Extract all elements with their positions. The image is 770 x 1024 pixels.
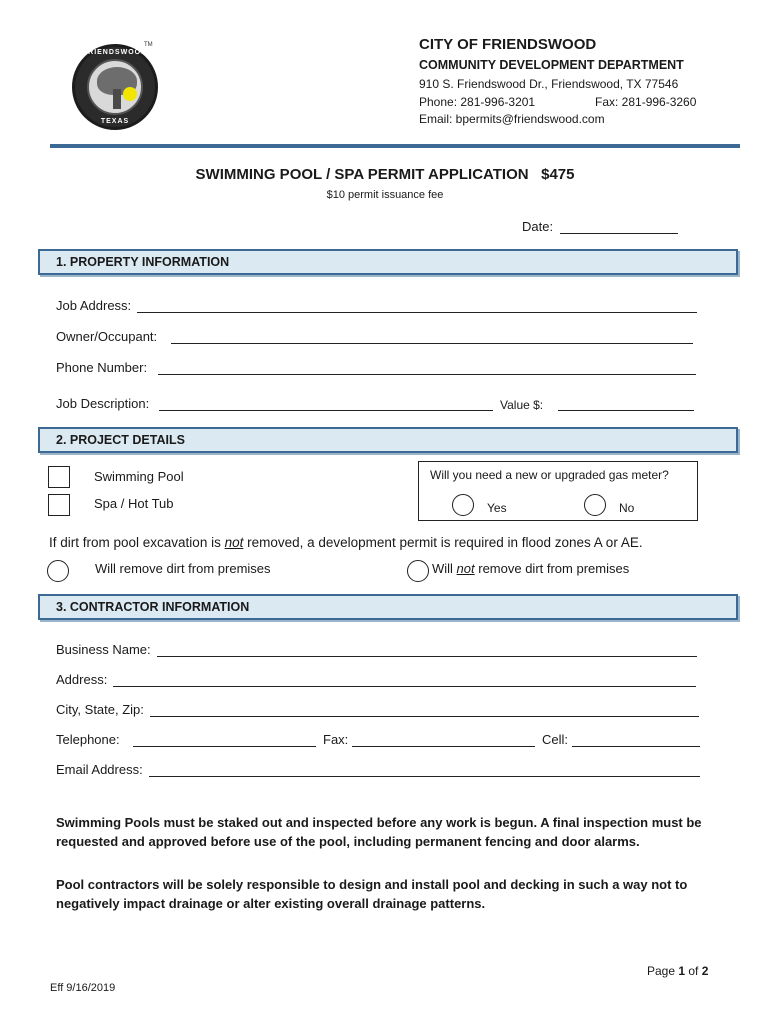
job-description-field[interactable]	[159, 410, 493, 411]
form-title: SWIMMING POOL / SPA PERMIT APPLICATION $475	[195, 166, 575, 183]
value-label: Value $:	[500, 398, 544, 412]
date-label: Date:	[522, 219, 554, 234]
dirt-removal-note: If dirt from pool excavation is not removed, a development permit is required in flood zones A or AE.	[49, 535, 643, 550]
owner-field[interactable]	[171, 343, 693, 344]
swimming-pool-checkbox[interactable]	[48, 466, 70, 488]
gas-meter-box	[418, 461, 698, 521]
form-subtitle: $10 permit issuance fee	[326, 189, 444, 201]
swimming-pool-label: Swimming Pool	[94, 469, 184, 484]
trademark-mark: TM	[144, 42, 153, 48]
contractor-fax-field[interactable]	[352, 746, 535, 747]
email-address-field[interactable]	[149, 776, 700, 777]
section-property-information	[38, 249, 738, 275]
cell-field[interactable]	[572, 746, 700, 747]
contractor-address-label: Address:	[56, 672, 108, 687]
department-phone: Phone: 281-996-3201	[419, 95, 536, 109]
job-address-label: Job Address:	[56, 298, 132, 313]
owner-label: Owner/Occupant:	[56, 329, 158, 344]
telephone-label: Telephone:	[56, 732, 120, 747]
contractor-fax-label: Fax:	[323, 732, 349, 747]
spa-checkbox[interactable]	[48, 494, 70, 516]
section-heading: 1. PROPERTY INFORMATION	[56, 255, 230, 269]
seal-bottom-text: TEXAS	[100, 118, 130, 125]
value-field[interactable]	[558, 410, 694, 411]
section-heading: 3. CONTRACTOR INFORMATION	[56, 600, 250, 614]
contractor-address-field[interactable]	[113, 686, 696, 687]
business-name-label: Business Name:	[56, 642, 151, 657]
header-divider	[50, 144, 740, 148]
will-not-remove-dirt-label: Will not remove dirt from premises	[432, 561, 630, 576]
department-email: Email: bpermits@friendswood.com	[419, 112, 605, 126]
job-address-field[interactable]	[137, 312, 697, 313]
will-remove-dirt-label: Will remove dirt from premises	[95, 561, 271, 576]
phone-number-label: Phone Number:	[56, 360, 148, 375]
email-address-label: Email Address:	[56, 762, 143, 777]
city-seal-logo	[72, 44, 158, 130]
section-project-details	[38, 427, 738, 453]
seal-tree-emblem	[87, 59, 143, 115]
cell-label: Cell:	[542, 732, 569, 747]
gas-meter-no-radio[interactable]	[584, 494, 606, 516]
gas-meter-yes-radio[interactable]	[452, 494, 474, 516]
city-state-zip-field[interactable]	[150, 716, 699, 717]
telephone-field[interactable]	[133, 746, 316, 747]
section-heading: 2. PROJECT DETAILS	[56, 433, 185, 447]
will-not-remove-dirt-radio[interactable]	[407, 560, 429, 582]
city-name: CITY OF FRIENDSWOOD	[419, 36, 597, 53]
page-number: Page 1 of 2	[647, 964, 709, 978]
drainage-note: Pool contractors will be solely responsible to design and install pool and decking in such a way not to negatively impact drainage or alter existing overall drainage patterns.	[56, 877, 688, 911]
gas-meter-no-label: No	[619, 501, 635, 515]
spa-label: Spa / Hot Tub	[94, 496, 174, 511]
staking-inspection-note: Swimming Pools must be staked out and inspected before any work is begun. A final inspection must be requested and approved before use of the pool, including permanent fencing and door alarms.	[56, 815, 702, 849]
gas-meter-yes-label: Yes	[487, 501, 507, 515]
department-name: COMMUNITY DEVELOPMENT DEPARTMENT	[419, 58, 684, 72]
gas-meter-question: Will you need a new or upgraded gas meter?	[430, 468, 669, 482]
will-remove-dirt-radio[interactable]	[47, 560, 69, 582]
department-fax: Fax: 281-996-3260	[595, 95, 697, 109]
city-state-zip-label: City, State, Zip:	[56, 702, 144, 717]
effective-date: Eff 9/16/2019	[50, 982, 116, 994]
section-contractor-information	[38, 594, 738, 620]
business-name-field[interactable]	[157, 656, 697, 657]
job-description-label: Job Description:	[56, 396, 150, 411]
seal-top-text: FRIENDSWOOD	[82, 49, 148, 56]
date-field[interactable]	[560, 233, 678, 234]
department-address: 910 S. Friendswood Dr., Friendswood, TX 77546	[419, 77, 679, 91]
phone-number-field[interactable]	[158, 374, 696, 375]
